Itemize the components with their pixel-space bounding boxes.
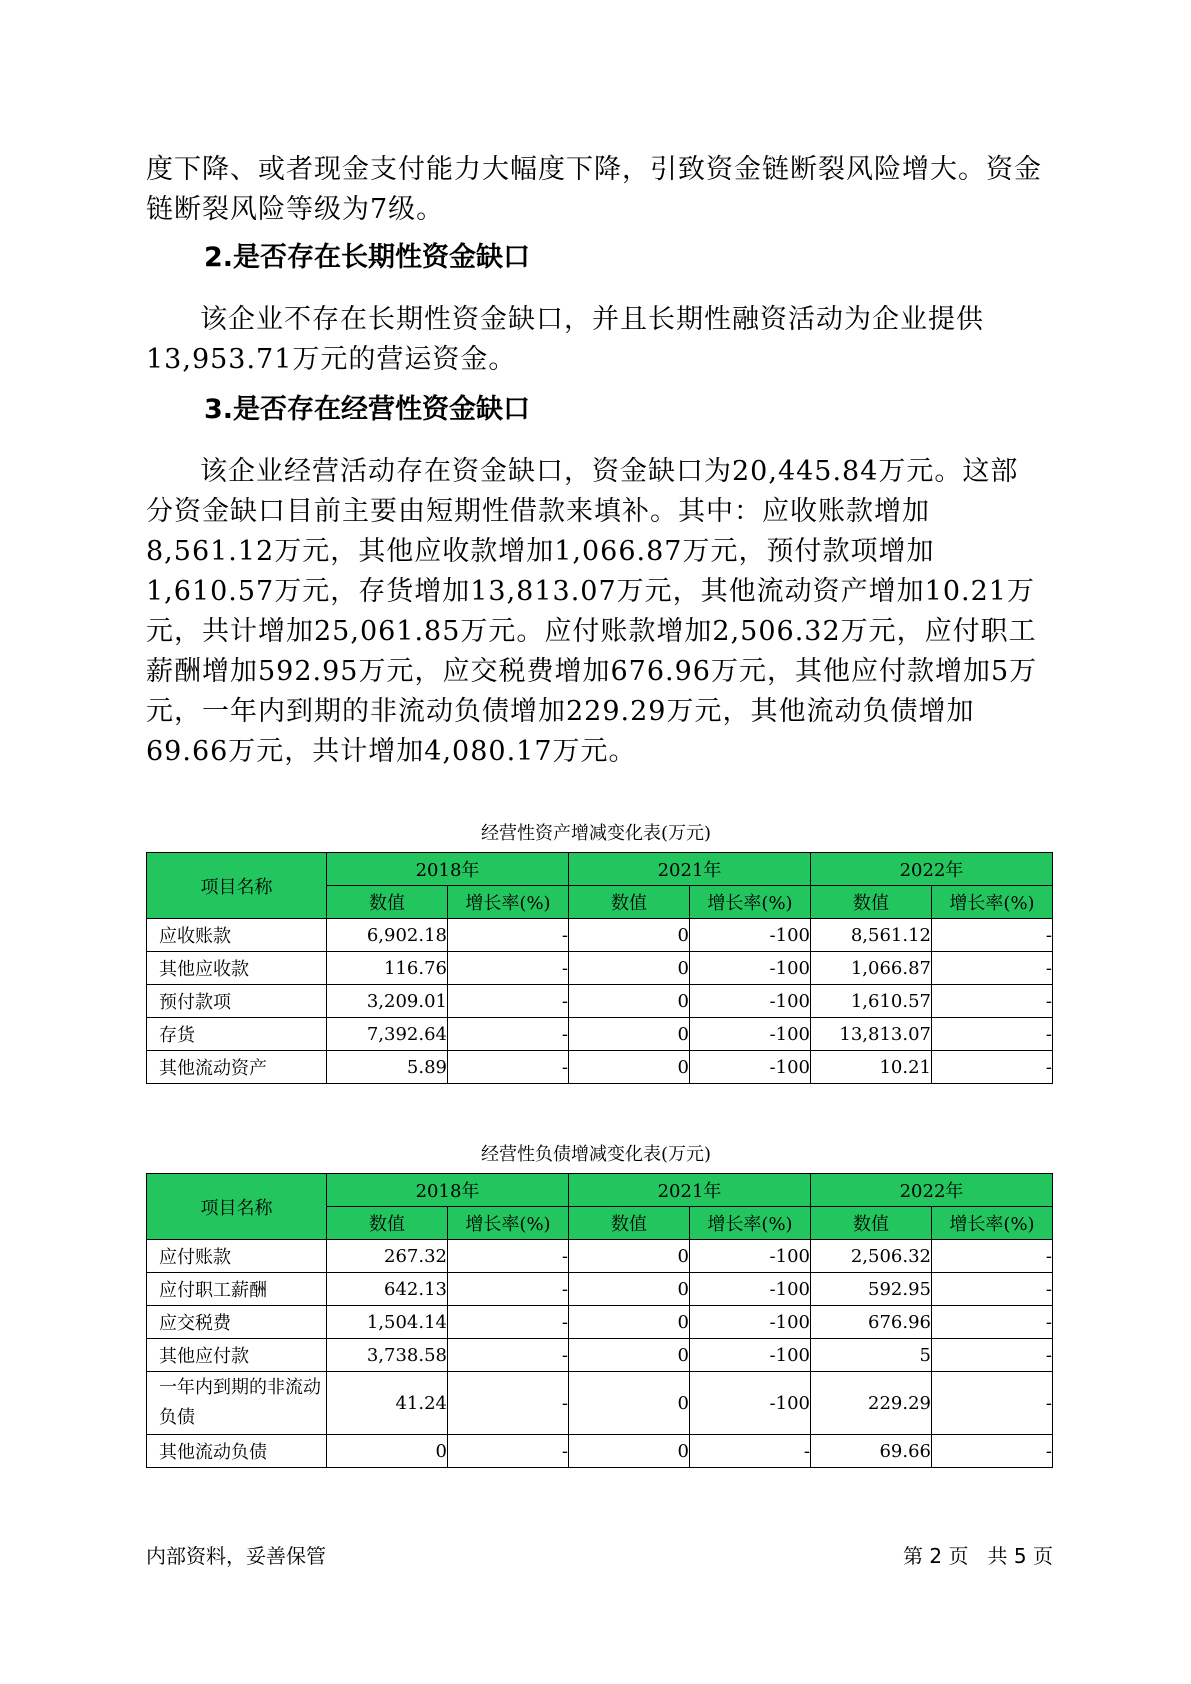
row-label: 预付款项	[147, 985, 327, 1018]
paragraph-long-term: 该企业不存在长期性资金缺口，并且长期性融资活动为企业提供13,953.71万元的营运资金。	[146, 304, 984, 375]
cell-value: 0	[327, 1435, 448, 1468]
cell-rate: -100	[690, 985, 811, 1018]
cell-value: 6,902.18	[327, 919, 448, 952]
cell-rate: -	[448, 1339, 569, 1372]
table-row	[147, 1240, 1053, 1273]
cell-rate: -	[932, 1240, 1053, 1273]
header-item-name: 项目名称	[147, 853, 327, 919]
row-label: 其他流动资产	[147, 1051, 327, 1084]
cell-rate: -	[690, 1435, 811, 1468]
cell-value: 0	[569, 919, 690, 952]
header-year: 2018年	[327, 1174, 569, 1207]
header-year: 2018年	[327, 853, 569, 886]
table-row	[147, 1372, 1053, 1435]
footer-confidential: 内部资料，妥善保管	[146, 1544, 326, 1568]
cell-value: 2,506.32	[811, 1240, 932, 1273]
cell-value: 8,561.12	[811, 919, 932, 952]
header-year: 2022年	[811, 853, 1053, 886]
header-rate: 增长率(%)	[932, 1207, 1053, 1240]
cell-rate: -100	[690, 952, 811, 985]
header-rate: 增长率(%)	[932, 886, 1053, 919]
cell-rate: -	[448, 1306, 569, 1339]
table-row	[147, 1306, 1053, 1339]
assets-table	[146, 852, 1053, 1084]
table-title-liabilities: 经营性负债增减变化表(万元)	[480, 1144, 712, 1165]
cell-value: 229.29	[811, 1372, 932, 1435]
header-value: 数值	[811, 886, 932, 919]
cell-rate: -100	[690, 1018, 811, 1051]
cell-rate: -100	[690, 1372, 811, 1435]
paragraph-risk: 度下降、或者现金支付能力大幅度下降，引致资金链断裂风险增大。资金链断裂风险等级为7级。	[146, 154, 1042, 225]
cell-value: 13,813.07	[811, 1018, 932, 1051]
cell-value: 1,504.14	[327, 1306, 448, 1339]
row-label: 其他应收款	[147, 952, 327, 985]
cell-value: 592.95	[811, 1273, 932, 1306]
table-row	[147, 952, 1053, 985]
cell-value: 69.66	[811, 1435, 932, 1468]
heading-operating-gap: 3.是否存在经营性资金缺口	[204, 394, 531, 425]
cell-rate: -	[932, 952, 1053, 985]
table-title-assets: 经营性资产增减变化表(万元)	[480, 823, 712, 844]
cell-rate: -	[932, 985, 1053, 1018]
cell-value: 0	[569, 1240, 690, 1273]
paragraph-operating: 该企业经营活动存在资金缺口，资金缺口为20,445.84万元。这部分资金缺口目前主要由短期性借款来填补。其中：应收账款增加8,561.12万元，其他应收款增加1,066.87万元，预付款项增加1,610.57万元，存货增加13,813.07万元，其他流动资产增加10.21万元，共计增加25,061.85万元。应付账款增加2,506.32万元，应付职工薪酬增加592.95万元，应交税费增加676.96万元，其他应付款增加5万元，一年内到期的非流动负债增加229.29万元，其他流动负债增加69.66万元，共计增加4,080.17万元。	[146, 456, 1038, 767]
cell-rate: -100	[690, 1051, 811, 1084]
cell-value: 116.76	[327, 952, 448, 985]
cell-rate: -100	[690, 1306, 811, 1339]
table-row	[147, 1339, 1053, 1372]
row-label: 应收账款	[147, 919, 327, 952]
cell-value: 0	[569, 1306, 690, 1339]
header-rate: 增长率(%)	[690, 886, 811, 919]
cell-value: 3,209.01	[327, 985, 448, 1018]
cell-rate: -	[448, 985, 569, 1018]
cell-value: 642.13	[327, 1273, 448, 1306]
cell-rate: -	[448, 1273, 569, 1306]
header-value: 数值	[811, 1207, 932, 1240]
cell-rate: -	[932, 1051, 1053, 1084]
table-row	[147, 985, 1053, 1018]
cell-rate: -	[932, 1435, 1053, 1468]
cell-rate: -	[932, 919, 1053, 952]
heading-long-term-gap: 2.是否存在长期性资金缺口	[204, 242, 531, 273]
header-rate: 增长率(%)	[448, 1207, 569, 1240]
cell-rate: -	[932, 1372, 1053, 1435]
cell-value: 0	[569, 1051, 690, 1084]
cell-value: 267.32	[327, 1240, 448, 1273]
header-value: 数值	[569, 1207, 690, 1240]
row-label: 应付职工薪酬	[147, 1273, 327, 1306]
table-row	[147, 1051, 1053, 1084]
cell-rate: -	[448, 952, 569, 985]
header-rate: 增长率(%)	[448, 886, 569, 919]
cell-value: 0	[569, 1372, 690, 1435]
cell-value: 676.96	[811, 1306, 932, 1339]
header-year: 2021年	[569, 1174, 811, 1207]
header-year: 2021年	[569, 853, 811, 886]
table-row	[147, 1273, 1053, 1306]
cell-value: 5	[811, 1339, 932, 1372]
cell-value: 0	[569, 1435, 690, 1468]
cell-value: 0	[569, 1273, 690, 1306]
row-label: 一年内到期的非流动负债	[147, 1372, 327, 1435]
row-label: 其他流动负债	[147, 1435, 327, 1468]
cell-rate: -	[448, 919, 569, 952]
cell-value: 1,066.87	[811, 952, 932, 985]
cell-rate: -	[932, 1339, 1053, 1372]
cell-value: 7,392.64	[327, 1018, 448, 1051]
row-label: 应交税费	[147, 1306, 327, 1339]
header-value: 数值	[327, 886, 448, 919]
cell-rate: -	[448, 1372, 569, 1435]
cell-rate: -100	[690, 919, 811, 952]
cell-value: 41.24	[327, 1372, 448, 1435]
cell-rate: -100	[690, 1273, 811, 1306]
cell-rate: -	[448, 1240, 569, 1273]
footer-page-number: 第 2 页 共 5 页	[903, 1544, 1053, 1568]
cell-rate: -100	[690, 1240, 811, 1273]
header-rate: 增长率(%)	[690, 1207, 811, 1240]
cell-rate: -	[932, 1018, 1053, 1051]
header-year: 2022年	[811, 1174, 1053, 1207]
cell-rate: -	[932, 1273, 1053, 1306]
liabilities-table	[146, 1173, 1053, 1468]
cell-value: 0	[569, 952, 690, 985]
cell-rate: -	[448, 1051, 569, 1084]
table-row	[147, 919, 1053, 952]
cell-value: 10.21	[811, 1051, 932, 1084]
cell-value: 5.89	[327, 1051, 448, 1084]
table-row	[147, 1435, 1053, 1468]
header-item-name: 项目名称	[147, 1174, 327, 1240]
row-label: 应付账款	[147, 1240, 327, 1273]
cell-value: 1,610.57	[811, 985, 932, 1018]
cell-value: 3,738.58	[327, 1339, 448, 1372]
cell-rate: -	[932, 1306, 1053, 1339]
cell-rate: -	[448, 1018, 569, 1051]
cell-value: 0	[569, 985, 690, 1018]
cell-value: 0	[569, 1018, 690, 1051]
cell-rate: -	[448, 1435, 569, 1468]
header-value: 数值	[327, 1207, 448, 1240]
cell-rate: -100	[690, 1339, 811, 1372]
cell-value: 0	[569, 1339, 690, 1372]
row-label: 存货	[147, 1018, 327, 1051]
table-row	[147, 1018, 1053, 1051]
row-label: 其他应付款	[147, 1339, 327, 1372]
header-value: 数值	[569, 886, 690, 919]
